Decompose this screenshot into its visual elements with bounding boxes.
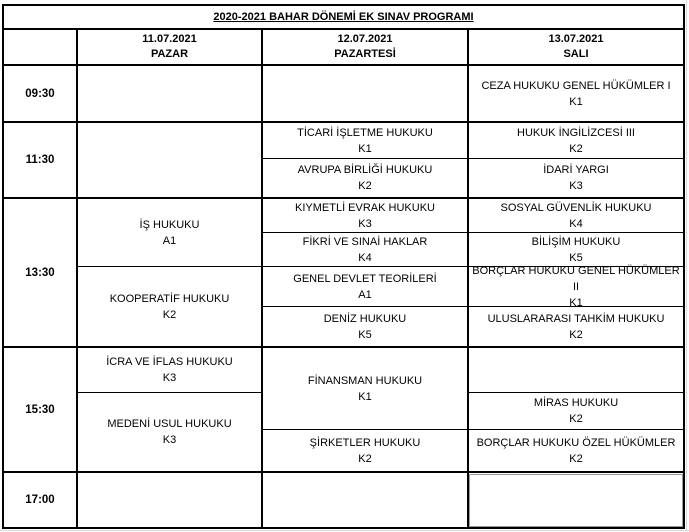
course-name: FİNANSMAN HUKUKU (307, 374, 423, 387)
course-name: İŞ HUKUKU (139, 218, 200, 231)
course-name: FİKRİ VE SINAİ HAKLAR (302, 235, 428, 248)
gridline (686, 0, 687, 532)
course-name: DENİZ HUKUKU (323, 312, 407, 325)
exam-cell (469, 66, 683, 121)
room: K5 (358, 328, 372, 341)
day-header-2 (263, 30, 467, 64)
room: K4 (569, 217, 583, 230)
day-header-3 (469, 30, 683, 64)
exam-cell (78, 199, 261, 266)
course-name: BORÇLAR HUKUKU GENEL HÜKÜMLER II (472, 264, 680, 293)
course-name: TİCARİ İŞLETME HUKUKU (297, 126, 433, 139)
room: K3 (569, 180, 583, 192)
time-slot-0930: 09:30 (25, 87, 55, 100)
time-slot-1530: 15:30 (25, 403, 55, 416)
empty-cell (469, 474, 683, 527)
exam-cell (469, 159, 683, 197)
course-name: KIYMETLİ EVRAK HUKUKU (295, 201, 435, 214)
page-title: 2020-2021 BAHAR DÖNEMİ EK SINAV PROGRAMI (213, 11, 474, 23)
room: K1 (358, 390, 372, 403)
course-name: İDARİ YARGI (543, 164, 609, 176)
time-slot-1330: 13:30 (25, 266, 55, 279)
course-name: AVRUPA BİRLİĞİ HUKUKU (297, 164, 433, 176)
exam-cell (263, 199, 467, 232)
room: K2 (569, 452, 583, 465)
room: K5 (569, 251, 583, 264)
course-name: ŞİRKETLER HUKUKU (309, 436, 421, 449)
day-date: 12.07.2021 (337, 33, 393, 45)
exam-cell (469, 307, 683, 346)
exam-cell (263, 159, 467, 197)
course-name: BORÇLAR HUKUKU ÖZEL HÜKÜMLER (476, 436, 676, 449)
room: K2 (358, 452, 372, 465)
exam-cell (469, 393, 683, 429)
exam-schedule-table (2, 4, 685, 529)
room: K2 (358, 180, 372, 192)
room: K3 (162, 434, 177, 446)
time-slot-1700: 17:00 (25, 494, 55, 506)
exam-cell (263, 348, 467, 429)
room: K4 (358, 251, 372, 264)
day-date: 13.07.2021 (548, 33, 604, 45)
room: K1 (569, 95, 583, 108)
course-name: KOOPERATİF HUKUKU (109, 292, 230, 305)
course-name: SOSYAL GÜVENLİK HUKUKU (500, 201, 652, 214)
time-slot-1130: 11:30 (25, 154, 55, 166)
course-name: HUKUK İNGİLİZCESİ III (517, 126, 635, 139)
exam-cell (469, 199, 683, 232)
course-name: ULUSLARARASI TAHKİM HUKUKU (487, 312, 665, 325)
exam-cell (78, 348, 261, 392)
course-name: İCRA VE İFLAS HUKUKU (106, 356, 233, 368)
course-name: MEDENİ USUL HUKUKU (107, 418, 232, 430)
day-header-1 (78, 30, 261, 64)
exam-cell (469, 123, 683, 158)
exam-cell (263, 233, 467, 266)
course-name: CEZA HUKUKU GENEL HÜKÜMLER I (481, 79, 671, 92)
exam-cell (78, 267, 261, 346)
room: A1 (162, 234, 177, 247)
gridline (0, 530, 689, 531)
day-name: PAZARTESİ (334, 48, 396, 60)
exam-cell (263, 307, 467, 346)
room: K2 (569, 413, 583, 425)
course-name: GENEL DEVLET TEORİLERİ (293, 272, 437, 285)
exam-cell (469, 264, 683, 309)
exam-cell (263, 430, 467, 471)
room: K1 (358, 142, 372, 155)
exam-cell (469, 233, 683, 266)
room: K3 (162, 372, 177, 384)
room: A1 (358, 288, 372, 301)
day-date: 11.07.2021 (142, 33, 197, 45)
course-name: MİRAS HUKUKU (533, 397, 619, 409)
day-name: SALI (563, 48, 589, 60)
room: K1 (569, 296, 583, 309)
room: K3 (358, 217, 372, 230)
exam-cell (263, 123, 467, 158)
exam-cell (263, 267, 467, 306)
course-name: BİLİŞİM HUKUKU (531, 235, 621, 248)
room: K2 (569, 142, 583, 155)
exam-cell (78, 393, 261, 471)
exam-cell (469, 430, 683, 471)
room: K2 (162, 308, 177, 321)
day-name: PAZAR (150, 48, 189, 60)
room: K2 (569, 328, 583, 341)
